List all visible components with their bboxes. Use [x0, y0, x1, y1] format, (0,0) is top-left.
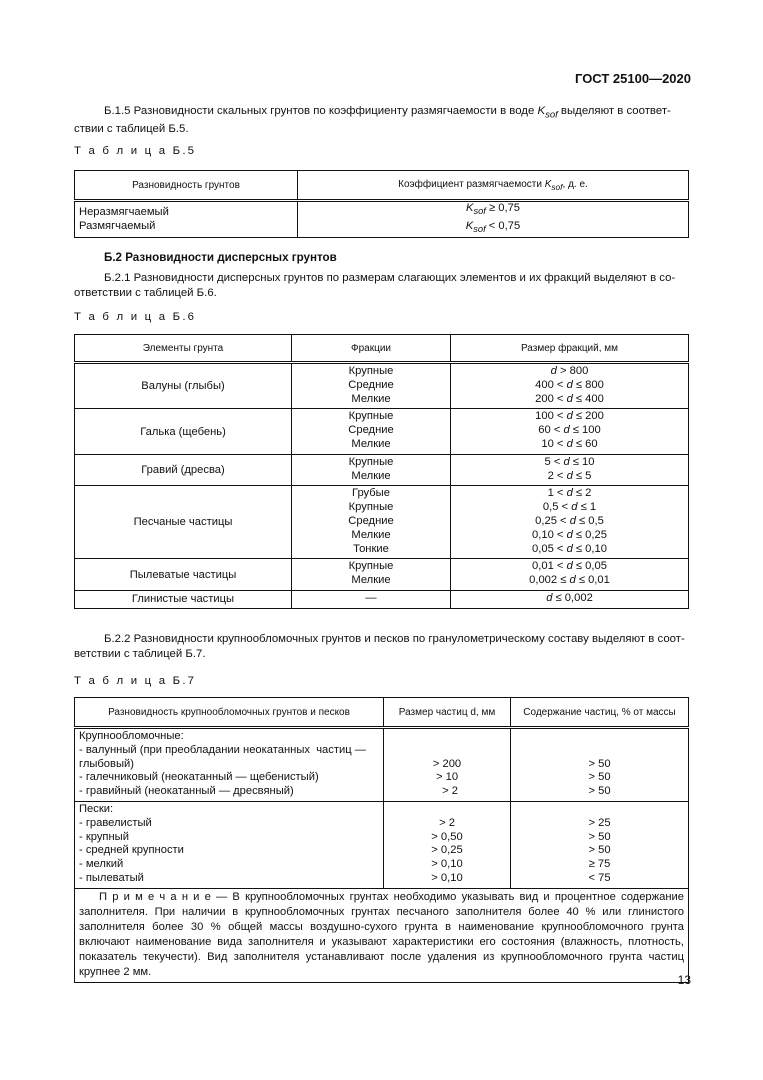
symbol-sub: sof [545, 109, 558, 121]
table7-header-1: Разновидность крупнообломочных грунтов и песков [75, 698, 384, 728]
table7-name: - галечниковый (неокатанный — щебенистый) [79, 771, 319, 784]
table6-fractions [292, 590, 451, 608]
table6-element: Валуны (глыбы) [75, 363, 292, 409]
table6-header-2: Фракции [292, 335, 451, 363]
table7-content: > 50 [588, 785, 611, 798]
table6-row [75, 559, 689, 591]
table5-caption: Т а б л и ц а Б.5 [74, 145, 197, 157]
table7-name: - гравийный (неокатанный — дресвяный) [79, 785, 294, 798]
paragraph-b15 [74, 104, 688, 137]
table5-name: Размягчаемый [79, 219, 156, 232]
table7-name: глыбовый) [79, 757, 134, 770]
table5-header-2 [298, 171, 689, 201]
paragraph-line: ветствии с таблицей Б.7. [74, 648, 206, 660]
table7-size: > 0,25 [431, 844, 463, 857]
table6-size: 0,10 < d ≤ 0,25 [532, 528, 607, 541]
table7-content: ≥ 75 [588, 858, 611, 871]
table-b7 [74, 697, 689, 983]
table7-size: > 10 [435, 771, 459, 784]
symbol-k: K [544, 178, 552, 190]
table6-size: 2 < d ≤ 5 [547, 469, 592, 482]
table7-content: > 50 [588, 830, 611, 843]
table6-fractions [292, 409, 451, 454]
table6-fraction: Грубые [352, 487, 390, 500]
table7-name: - пылеватый [79, 871, 144, 884]
table6-fraction: Мелкие [351, 574, 391, 587]
table7-header-2 [384, 698, 511, 728]
table5-value [302, 220, 684, 237]
text-run: < 0,75 [485, 219, 521, 232]
table6-sizes [451, 486, 689, 559]
table-b5 [74, 170, 689, 238]
table7-name: Крупнообломочные: [79, 730, 184, 742]
table6-element: Песчаные частицы [75, 486, 292, 559]
note-label: П р и м е ч а н и е [99, 890, 211, 903]
text-run: Коэффициент размягчаемости [398, 178, 545, 190]
table6-size: 0,01 < d ≤ 0,05 [532, 560, 607, 573]
table6-sizes [451, 363, 689, 409]
table6-size: 100 < d ≤ 200 [535, 410, 604, 423]
paragraph-b22 [74, 632, 688, 662]
table5-values [298, 201, 689, 238]
table6-sizes [451, 454, 689, 486]
table6-header-1: Элементы грунта [75, 335, 292, 363]
table7-name: Пески: [79, 802, 114, 815]
symbol-k: K [465, 219, 474, 232]
note-text: — В крупнообломочных грунтах необходимо указывать вид и процентное содержание заполнителя. При наличии в крупнообломочных грунтах песчаного заполнителя более 40 % или глинистого заполнителя более 30 % общей массы воздушно-сухого грунта в наименование крупнообломочного грунта включают наименование вида заполнителя и указывают характеристики его состояния (влажность, плотность, показатель текучести). Вид заполнителя устанавливают после удаления из крупнообломочного грунта частиц крупнее 2 мм. [79, 890, 685, 978]
paragraph-line: Б.2.2 Разновидности крупнообломочных грунтов и песков по гранулометрическому составу выделяют в соот- [104, 633, 685, 645]
table7-name: - мелкий [79, 858, 124, 871]
table6-row [75, 486, 689, 559]
table6-fraction: Мелкие [351, 437, 391, 450]
table6-header-3: Размер фракций, мм [451, 335, 689, 363]
symbol-sub: sof [551, 181, 563, 192]
table7-block1-contents [511, 728, 689, 802]
table7-content: > 50 [588, 757, 611, 770]
table6-element: Глинистые частицы [75, 590, 292, 608]
table7-note [75, 888, 689, 982]
table6-fractions [292, 363, 451, 409]
table-b6 [74, 334, 689, 609]
table6-fraction: Мелкие [351, 392, 391, 405]
table6-sizes [451, 559, 689, 591]
table7-caption: Т а б л и ц а Б.7 [74, 675, 197, 687]
table6-sizes [451, 590, 689, 608]
table6-size: 1 < d ≤ 2 [547, 487, 592, 500]
standard-header: ГОСТ 25100—2020 [575, 71, 691, 86]
table7-block1-sizes [384, 728, 511, 802]
table7-size: > 0,50 [431, 830, 463, 843]
table6-size: 400 < d ≤ 800 [535, 378, 604, 391]
table7-content: > 25 [588, 816, 611, 829]
table6-row [75, 363, 689, 409]
table7-size: > 0,10 [431, 871, 463, 884]
table7-header-3: Содержание частиц, % от массы [511, 698, 689, 728]
table6-fraction: Крупные [348, 560, 394, 573]
table7-size: > 200 [432, 757, 462, 770]
symbol-sub: sof [473, 206, 486, 217]
table6-size: d ≤ 0,002 [546, 591, 593, 604]
table7-block2-names [75, 801, 384, 888]
table7-size: > 2 [435, 785, 459, 798]
table5-value [302, 202, 684, 219]
table6-fractions [292, 559, 451, 591]
section-b2-heading: Б.2 Разновидности дисперсных грунтов [104, 251, 337, 264]
table7-content: < 75 [588, 871, 611, 884]
text-run: ≥ 0,75 [485, 202, 521, 215]
table6-row [75, 409, 689, 454]
table6-size: 0,5 < d ≤ 1 [542, 501, 597, 514]
paragraph-line: ответствии с таблицей Б.6. [74, 287, 217, 299]
table7-size: > 2 [439, 816, 455, 829]
table7-content: > 50 [588, 844, 611, 857]
table7-content [515, 730, 684, 744]
table6-size: 60 < d ≤ 100 [538, 424, 601, 437]
symbol-k: K [537, 105, 546, 117]
table6-fraction: Мелкие [351, 528, 391, 541]
table6-sizes [451, 409, 689, 454]
table6-caption: Т а б л и ц а Б.6 [74, 311, 197, 323]
table6-row [75, 590, 689, 608]
page-number: 13 [677, 973, 691, 987]
table5-name: Неразмягчаемый [79, 205, 169, 218]
table7-block1-names [75, 728, 384, 802]
table6-fraction: Средние [348, 514, 394, 527]
paragraph-b15-line2: ствии с таблицей Б.5. [74, 123, 189, 136]
text-run: , д. е. [562, 178, 588, 190]
table7-content [515, 744, 684, 758]
table6-size: 0,25 < d ≤ 0,5 [535, 514, 604, 527]
table6-size: 0,05 < d ≤ 0,10 [532, 542, 607, 555]
table7-content: > 50 [588, 771, 611, 784]
table6-size: 5 < d ≤ 10 [544, 455, 595, 468]
paragraph-b21 [74, 271, 688, 301]
table6-size: 0,002 ≤ d ≤ 0,01 [529, 574, 610, 587]
table5-names [75, 201, 298, 238]
table6-fraction: Средние [348, 424, 394, 437]
table6-fraction: Мелкие [351, 469, 391, 482]
table7-size [388, 803, 506, 817]
table7-block2-contents [511, 801, 689, 888]
paragraph-b15-line1 [74, 104, 688, 122]
table7-content [515, 803, 684, 817]
table7-size [388, 730, 506, 744]
table6-fractions [292, 486, 451, 559]
table6-element: Пылеватые частицы [75, 559, 292, 591]
table7-block2-sizes [384, 801, 511, 888]
table7-size [388, 744, 506, 758]
text-run: Размер частиц d, мм [398, 706, 496, 718]
table6-fraction: Крупные [348, 365, 394, 377]
symbol-k: K [465, 202, 474, 215]
table6-fractions [292, 454, 451, 486]
table6-row [75, 454, 689, 486]
table7-name: - гравелистый [79, 816, 152, 829]
table6-body [75, 363, 689, 609]
table7-name: - средней крупности [79, 844, 184, 857]
table6-fraction: Средние [348, 378, 394, 391]
table6-element: Гравий (дресва) [75, 454, 292, 486]
table6-size: 10 < d ≤ 60 [541, 437, 598, 450]
table6-fraction: Крупные [348, 501, 394, 514]
table6-fraction: Тонкие [353, 542, 389, 555]
table6-size: d > 800 [550, 365, 589, 377]
table6-size: 200 < d ≤ 400 [535, 392, 604, 405]
text-run: выделяют в соответ- [557, 105, 671, 117]
symbol-sub: sof [473, 223, 486, 234]
paragraph-line: Б.2.1 Разновидности дисперсных грунтов по размерам слагающих элементов и их фракций выделяют в со- [104, 272, 676, 284]
text-run: Б.1.5 Разновидности скальных грунтов по коэффициенту размягчаемости в воде [104, 105, 538, 117]
table6-fraction: — [365, 591, 377, 604]
table7-size: > 0,10 [431, 858, 463, 871]
table6-element: Галька (щебень) [75, 409, 292, 454]
table7-name: - крупный [79, 830, 129, 843]
table6-fraction: Крупные [348, 455, 394, 468]
table6-fraction: Крупные [348, 410, 394, 423]
table7-name: - валунный (при преобладании неокатанных частиц — [79, 743, 366, 756]
table5-header-1: Разновидность грунтов [75, 171, 298, 201]
